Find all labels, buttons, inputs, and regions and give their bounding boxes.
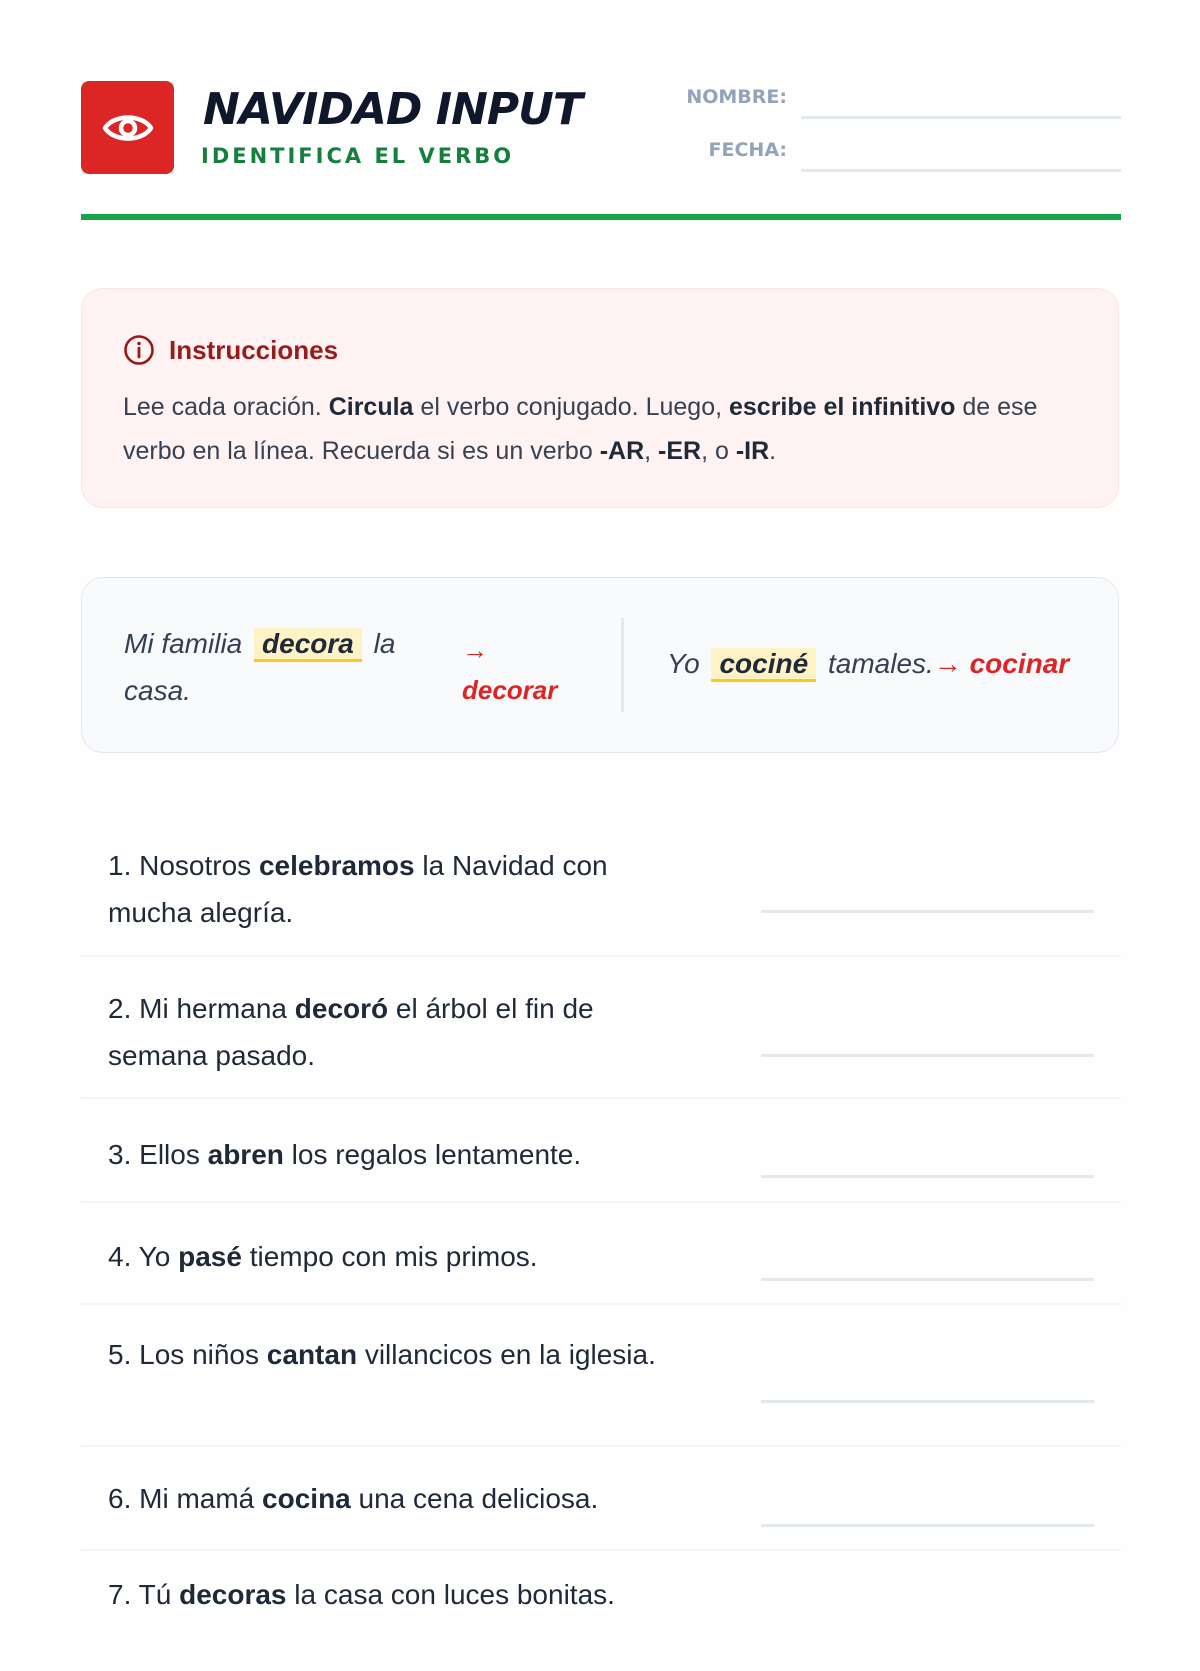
answer-line[interactable] xyxy=(761,1054,1094,1057)
example-sentence xyxy=(667,648,1069,680)
question-part: Los niños xyxy=(139,1339,260,1370)
example-verb-highlight: cociné xyxy=(711,648,816,682)
question-verb[interactable]: cocina xyxy=(262,1483,351,1514)
instr-part: , o xyxy=(701,437,736,465)
question-item xyxy=(81,1551,1121,1671)
answer-line[interactable] xyxy=(761,910,1094,913)
example-text: Yo xyxy=(667,648,700,679)
question-part: Ellos xyxy=(139,1139,200,1170)
instr-bold: Circula xyxy=(328,393,414,421)
answer-line[interactable] xyxy=(761,1524,1094,1527)
example-answer: → decorar xyxy=(462,635,558,705)
question-text xyxy=(108,1131,698,1178)
question-number: 1. xyxy=(108,850,132,881)
info-icon xyxy=(123,334,155,366)
instructions-title: Instrucciones xyxy=(169,334,339,365)
question-text xyxy=(108,842,698,936)
eye-icon xyxy=(102,110,154,146)
answer-line[interactable] xyxy=(761,1175,1094,1178)
question-verb[interactable]: decoras xyxy=(179,1579,287,1610)
question-item xyxy=(81,1099,1121,1203)
question-part: la Navidad con mucha alegría. xyxy=(108,850,608,928)
question-item xyxy=(81,957,1121,1099)
instr-part: Lee cada oración. xyxy=(123,393,329,421)
question-part: Nosotros xyxy=(139,850,252,881)
answer-line[interactable] xyxy=(761,1400,1094,1403)
example-text: Mi familia xyxy=(124,628,243,659)
question-part: el árbol el fin de semana pasado. xyxy=(108,993,594,1071)
instr-bold: escribe el infinitivo xyxy=(728,393,956,421)
question-text xyxy=(108,1233,698,1280)
question-item xyxy=(81,1305,1121,1447)
question-part: Yo xyxy=(138,1241,171,1272)
example-text: tamales. xyxy=(827,648,934,679)
question-item xyxy=(81,812,1121,957)
instructions-text xyxy=(123,385,1093,473)
question-part: Mi hermana xyxy=(139,993,287,1024)
logo-badge xyxy=(81,81,174,174)
header-divider xyxy=(81,214,1121,220)
question-part: Mi mamá xyxy=(139,1483,255,1514)
question-text xyxy=(108,1475,698,1522)
worksheet xyxy=(81,0,1121,1610)
question-part: los regalos lentamente. xyxy=(291,1139,582,1170)
question-number: 4. xyxy=(108,1241,132,1272)
instr-part: , xyxy=(644,437,659,465)
name-field[interactable] xyxy=(676,80,1121,120)
answer-line[interactable] xyxy=(761,1278,1094,1281)
instructions-header xyxy=(123,334,338,366)
name-line[interactable] xyxy=(801,116,1121,119)
instructions-box xyxy=(81,288,1119,508)
question-number: 2. xyxy=(108,993,132,1024)
question-text xyxy=(108,1331,698,1378)
example-sentence xyxy=(124,620,424,714)
date-label: FECHA: xyxy=(708,139,787,161)
example-verb-highlight: decora xyxy=(254,628,362,662)
question-item xyxy=(81,1447,1121,1551)
question-list xyxy=(81,812,1121,1671)
question-verb[interactable]: decoró xyxy=(294,993,389,1024)
date-field[interactable] xyxy=(676,133,1121,173)
question-verb[interactable]: abren xyxy=(207,1139,284,1170)
question-text xyxy=(108,1571,728,1618)
question-number: 5. xyxy=(108,1339,132,1370)
page-subtitle: IDENTIFICA EL VERBO xyxy=(201,144,515,168)
question-part: una cena deliciosa. xyxy=(358,1483,599,1514)
question-text xyxy=(108,985,698,1079)
question-verb[interactable]: pasé xyxy=(178,1241,242,1272)
question-item xyxy=(81,1203,1121,1305)
question-number: 3. xyxy=(108,1139,132,1170)
instr-part: de ese verbo en la línea. Recuerda si es un verbo xyxy=(123,393,1038,465)
example-text: la casa. xyxy=(124,628,396,706)
instr-bold: -AR xyxy=(599,437,645,465)
examples-box xyxy=(81,577,1119,753)
instr-part: . xyxy=(769,437,777,465)
question-verb[interactable]: celebramos xyxy=(258,850,415,881)
instr-bold: -IR xyxy=(735,437,770,465)
example-answer: → cocinar xyxy=(933,648,1070,679)
question-part: la casa con luces bonitas. xyxy=(294,1579,615,1610)
instr-bold: -ER xyxy=(658,437,702,465)
instr-part: el verbo conjugado. Luego, xyxy=(413,393,729,421)
question-number: 7. xyxy=(108,1579,132,1610)
name-label: NOMBRE: xyxy=(686,86,787,108)
question-part: tiempo con mis primos. xyxy=(249,1241,538,1272)
example-divider xyxy=(621,618,624,712)
question-number: 6. xyxy=(108,1483,132,1514)
page-title: NAVIDAD INPUT xyxy=(203,84,582,135)
question-part: villancicos en la iglesia. xyxy=(364,1339,656,1370)
header xyxy=(81,0,1121,220)
question-part: Tú xyxy=(138,1579,172,1610)
question-verb[interactable]: cantan xyxy=(266,1339,358,1370)
date-line[interactable] xyxy=(801,169,1121,172)
